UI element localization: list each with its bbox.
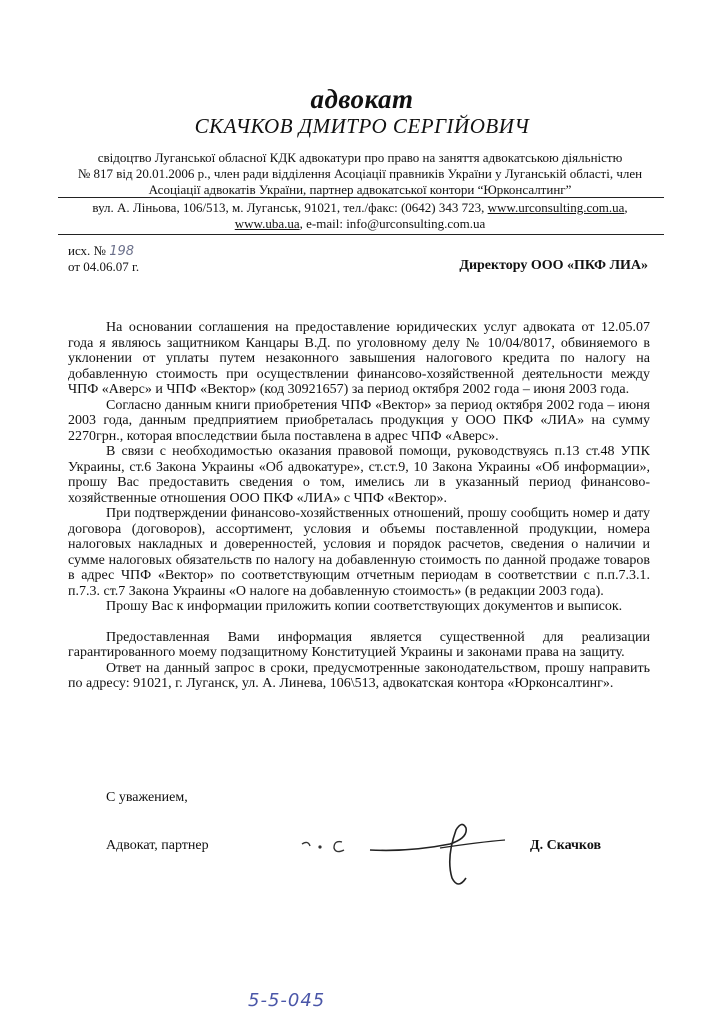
outgoing-number — [68, 243, 134, 259]
letterhead-divider-bottom — [58, 234, 664, 235]
outgoing-number-label: исх. № — [68, 243, 106, 258]
body-paragraph: Прошу Вас к информации приложить копии соответствующих документов и выписок. — [106, 599, 623, 614]
outgoing-date: от 04.06.07 г. — [68, 259, 140, 274]
addressee: Директору ООО «ПКФ ЛИА» — [459, 258, 648, 273]
body-paragraph: В связи с необходимостью оказания правовой помощи, руководствуясь п.13 ст.48 УПК Украины, ст.6 Закона Украины «Об адвокатуре», ст.ст.9, 10 Закона Украины «Об информации», прошу Вас предоставить сведения о том, имелись ли в указанный период финансово-хозяйственные отношения ООО ПКФ «ЛИА» с ЧПФ «Вектор». — [68, 444, 650, 506]
website-link[interactable]: www.urconsulting.com.ua — [487, 200, 625, 215]
letterhead-name: СКАЧКОВ ДМИТРО СЕРГІЙОВИЧ — [194, 114, 530, 138]
body-paragraph: Согласно данным книги приобретения ЧПФ «Вектор» за период октября 2002 года – июня 2003 года, данным предприятием приобреталась продукция у ООО ПКФ «ЛИА» на сумму 2270грн., которая впоследствии была поставлена в адрес ЧПФ «Аверс». — [68, 397, 650, 444]
contacts-line-2: www.uba.ua, e-mail: info@urconsulting.com.ua — [234, 216, 486, 231]
signer-name: Д. Скачков — [530, 838, 602, 853]
registration-number-handwritten: 5-5-045 — [248, 990, 326, 1011]
uba-link[interactable]: www.uba.ua — [234, 216, 300, 231]
letterhead-divider — [58, 197, 664, 198]
body-paragraph: При подтверждении финансово-хозяйственных отношений, прошу сообщить номер и дату договора (договоров), ассортимент, условия и объемы поставленной продукции, номера налоговых накладных и доверенностей, условия и порядок расчетов, сведения о наличии и сумме налоговых обязательств по налогу на добавленную стоимость по данной продаже товаров в адрес ЧПФ «Вектор» по соответствующим отчетным периодам в соответствии с п.п.7.3.1. п.7.3. ст.7 Закона Украины «О налоге на добавленную стоимость» (в редакции 2003 года). — [68, 506, 650, 599]
outgoing-number-handwritten: 198 — [109, 244, 135, 259]
certificate-line: № 817 від 20.01.2006 р., член ради відділення Асоціації правників України у Луганській області, член — [77, 166, 643, 181]
letterhead-contacts — [60, 200, 660, 232]
body-paragraph: Ответ на данный запрос в сроки, предусмотренные законодательством, прошу направить по адресу: 91021, г. Луганск, ул. А. Линева, 106\513, адвокатская контора «Юрконсалтинг». — [68, 660, 650, 691]
letterhead-title: адвокат — [310, 84, 414, 114]
closing-salutation: С уважением, — [106, 790, 188, 805]
letter-body — [68, 320, 650, 692]
certificate-line: Асоціації адвокатів України, партнер адвокатської контори “Юрконсалтинг” — [148, 182, 572, 197]
letterhead-certificate — [40, 150, 680, 198]
body-paragraph: Предоставленная Вами информация является существенной для реализации гарантированного моему подзащитному Конституцией Украины и законами права на защиту. — [68, 629, 650, 660]
contacts-line-1: вул. А. Ліньова, 106/513, м. Луганськ, 91021, тел./факс: (0642) 343 723, www.urconsulting.com.ua, — [92, 200, 628, 215]
handwritten-signature — [290, 820, 520, 890]
body-paragraph: На основании соглашения на предоставление юридических услуг адвоката от 12.05.07 года я являюсь защитником Канцары В.Д. по уголовному делу № 10/04/8017, обвиняемого в уклонении от уплаты путем незаконного завышения налогового кредита по налогу на добавленную стоимость при осуществлении финансово-хозяйственной деятельности между ЧПФ «Аверс» и ЧПФ «Вектор» (код 30921657) за период октября 2002 года – июня 2003 года. — [68, 320, 650, 397]
certificate-line: свідоцтво Луганської обласної КДК адвокатури про право на заняття адвокатською діяльністю — [97, 150, 623, 165]
signer-role: Адвокат, партнер — [106, 838, 209, 853]
